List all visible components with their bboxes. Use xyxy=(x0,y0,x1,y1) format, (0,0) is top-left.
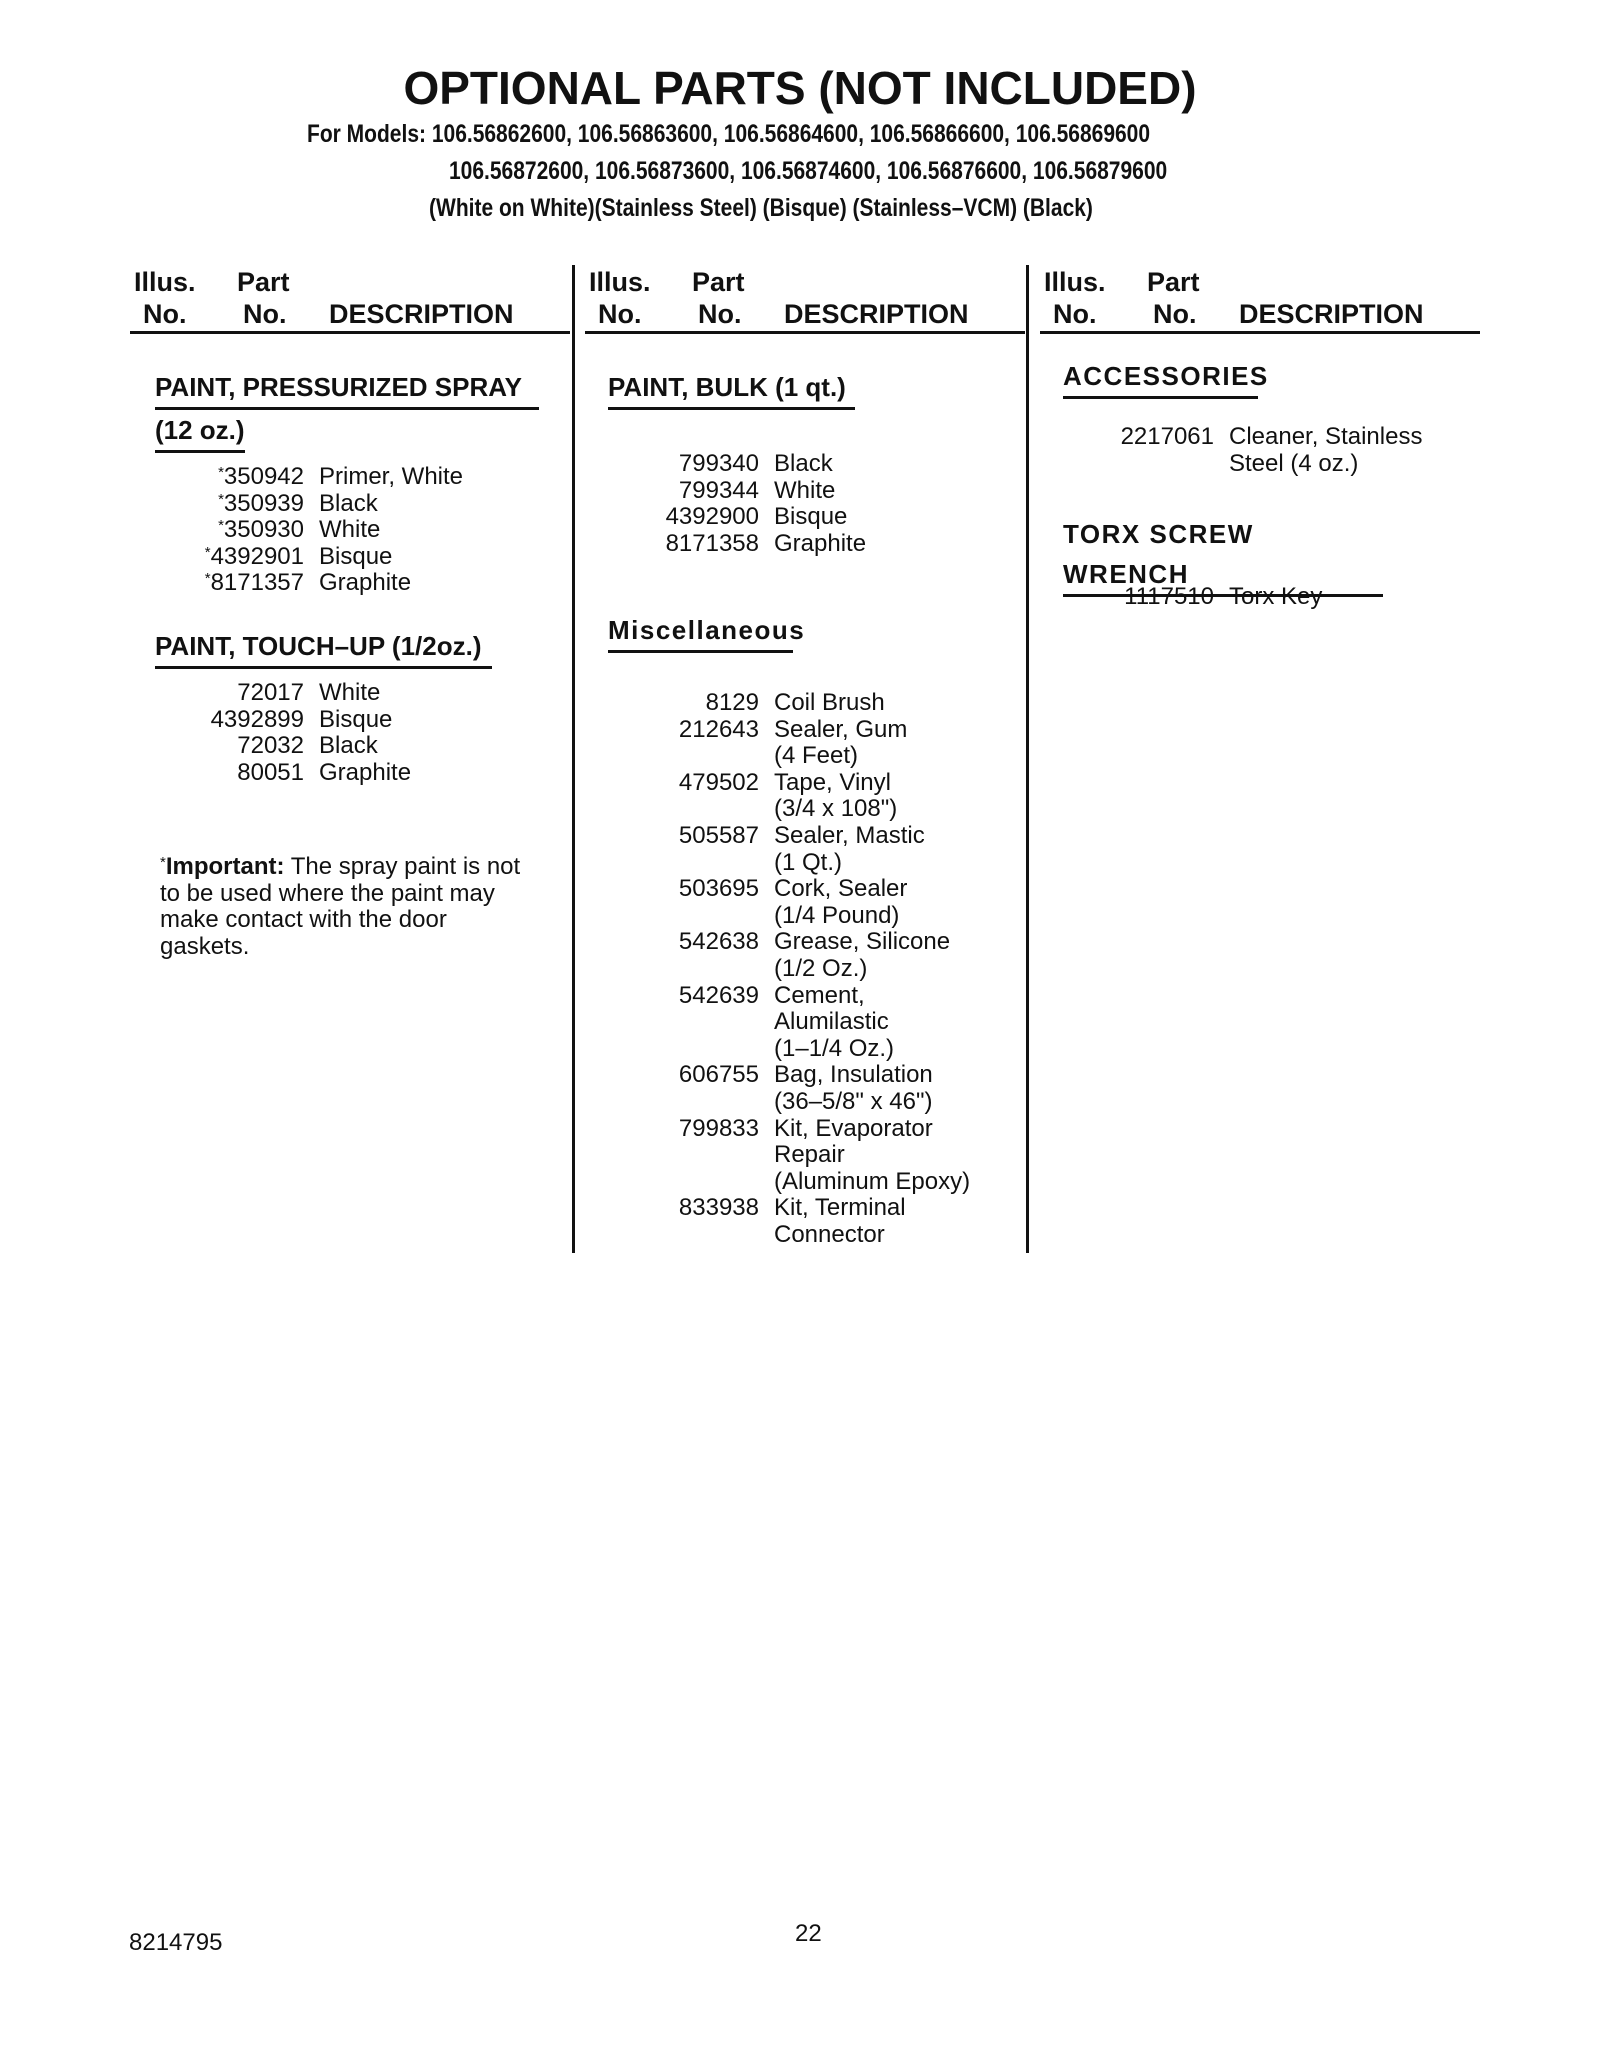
miscellaneous-list xyxy=(585,690,970,1248)
header-part-no: No. xyxy=(1153,299,1197,329)
torx-list xyxy=(1040,584,1322,611)
list-item: *4392901 Bisque xyxy=(204,542,393,570)
column-header xyxy=(1040,262,1480,334)
list-item: 799833 Kit, Evaporator Repair (Aluminum Epoxy) xyxy=(678,1114,971,1195)
column-divider xyxy=(572,265,575,1253)
section-spray-paint xyxy=(155,367,539,453)
section-miscellaneous xyxy=(608,610,806,653)
document-code: 8214795 xyxy=(129,1929,223,1956)
header-illus: Illus. xyxy=(589,267,651,297)
list-item: 2217061 Cleaner, Stainless Steel (4 oz.) xyxy=(1120,423,1423,477)
models-finish-line: (White on White)(Stainless Steel) (Bisque) (Stainless–VCM) (Black) xyxy=(429,194,1093,222)
section-title-cont: (12 oz.) xyxy=(155,415,245,445)
header-part: Part xyxy=(237,267,290,297)
header-illus: Illus. xyxy=(1044,267,1106,297)
list-item: 80051 Graphite xyxy=(237,758,412,786)
list-item: *350942 Primer, White xyxy=(218,463,464,490)
section-title: PAINT, PRESSURIZED SPRAY xyxy=(155,372,522,402)
list-item: 833938 Kit, Terminal Connector xyxy=(678,1194,906,1248)
list-item: 542638 Grease, Silicone (1/2 Oz.) xyxy=(678,928,951,982)
models-line-1: For Models: 106.56862600, 106.56863600, 106.56864600, 106.56866600, 106.56869600 xyxy=(307,120,1151,148)
section-rule xyxy=(155,666,492,669)
list-item: 1117510 Torx Key xyxy=(1124,583,1323,610)
header-illus-no: No. xyxy=(143,299,187,329)
note-text: The spray paint is not to be used where the paint may make contact with the door gaskets. xyxy=(160,853,521,960)
list-item: 72017 White xyxy=(237,679,381,706)
section-rule xyxy=(155,450,245,453)
header-illus-no: No. xyxy=(1053,299,1097,329)
list-item: 8129 Coil Brush xyxy=(705,689,885,716)
list-item: 8171358 Graphite xyxy=(665,529,867,557)
list-item: *350930 White xyxy=(218,516,381,544)
spray-paint-list xyxy=(130,464,463,597)
list-item: 799340 Black xyxy=(678,450,833,477)
list-item: 4392899 Bisque xyxy=(210,705,393,733)
header-part: Part xyxy=(692,267,745,297)
column-divider xyxy=(1026,265,1029,1253)
accessories-list xyxy=(1040,424,1422,477)
section-accessories xyxy=(1063,356,1269,399)
section-rule xyxy=(608,650,793,653)
header-rule xyxy=(585,331,1025,334)
list-item: 542639 Cement, Alumilastic (1–1/4 Oz.) xyxy=(678,981,895,1062)
header-rule xyxy=(130,331,570,334)
column-header xyxy=(585,262,1025,334)
list-item: 4392900 Bisque xyxy=(665,503,848,531)
list-item: 479502 Tape, Vinyl (3/4 x 108") xyxy=(678,768,898,823)
section-title: Miscellaneous xyxy=(608,615,806,645)
list-item: 799344 White xyxy=(678,476,836,504)
section-title: ACCESSORIES xyxy=(1063,361,1269,391)
list-item: 503695 Cork, Sealer (1/4 Pound) xyxy=(678,875,908,929)
touch-up-list xyxy=(130,680,411,786)
list-item: 606755 Bag, Insulation (36–5/8" x 46") xyxy=(678,1061,933,1115)
list-item: 212643 Sealer, Gum (4 Feet) xyxy=(678,715,908,770)
list-item: *8171357 Graphite xyxy=(204,569,412,597)
note-label: Important: xyxy=(165,853,285,880)
important-note: *Important: The spray paint is not to be used where the paint may make contact with the door gaskets. xyxy=(160,853,521,960)
page-number: 22 xyxy=(795,1920,822,1947)
models-line-2: 106.56872600, 106.56873600, 106.56874600, 106.56876600, 106.56879600 xyxy=(449,157,1168,185)
header-part-no: No. xyxy=(698,299,742,329)
header-illus: Illus. xyxy=(134,267,196,297)
header-part: Part xyxy=(1147,267,1200,297)
header-part-no: No. xyxy=(243,299,287,329)
header-illus-no: No. xyxy=(598,299,642,329)
page-title: OPTIONAL PARTS (NOT INCLUDED) xyxy=(403,62,1197,114)
column-2 xyxy=(585,262,1025,1248)
header-description: DESCRIPTION xyxy=(784,299,969,329)
section-rule xyxy=(1063,396,1258,399)
list-item: 72032 Black xyxy=(237,732,378,760)
bulk-paint-list xyxy=(585,451,866,557)
section-title: PAINT, BULK (1 qt.) xyxy=(608,372,846,402)
header-description: DESCRIPTION xyxy=(1239,299,1424,329)
header-description: DESCRIPTION xyxy=(329,299,514,329)
column-1 xyxy=(130,262,570,786)
section-title: TORX SCREW WRENCH xyxy=(1063,519,1254,589)
section-rule xyxy=(608,407,855,410)
list-item: *350939 Black xyxy=(218,489,378,517)
section-touch-up-paint xyxy=(155,626,492,669)
section-bulk-paint xyxy=(608,367,855,410)
list-item: 505587 Sealer, Mastic (1 Qt.) xyxy=(678,821,925,876)
header-rule xyxy=(1040,331,1480,334)
section-title: PAINT, TOUCH–UP (1/2oz.) xyxy=(155,631,482,661)
column-header xyxy=(130,262,570,334)
column-3 xyxy=(1040,262,1480,610)
